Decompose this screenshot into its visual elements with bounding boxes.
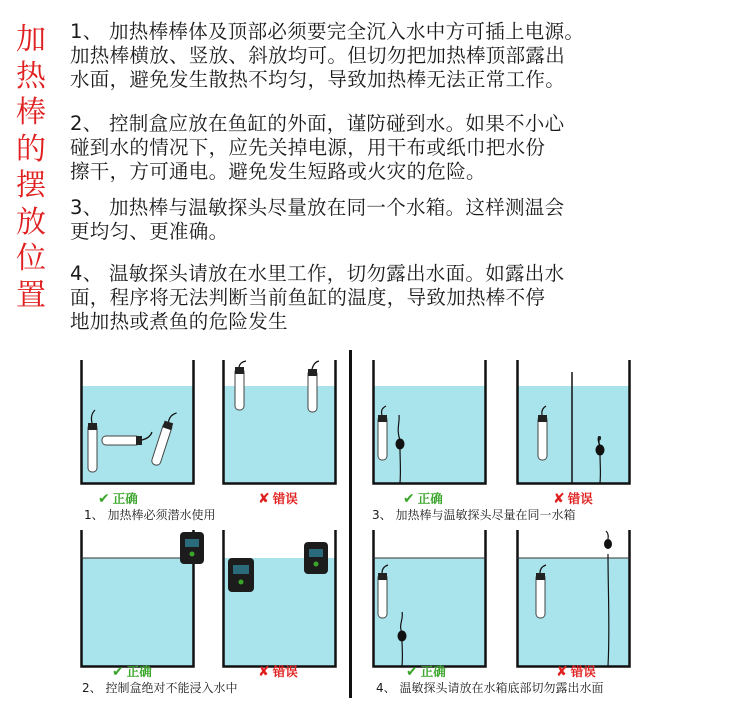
caption-3: 3、 加热棒与温敏探头尽量在同一水箱 <box>372 508 576 522</box>
center-divider <box>349 350 352 698</box>
status-text: 正确 <box>420 664 446 679</box>
tank-separate-tanks <box>516 360 631 485</box>
paragraph-line: 水面，避免发生散热不均匀，导致加热棒无法正常工作。 <box>70 68 566 91</box>
control-box-icon <box>180 532 204 564</box>
cross-icon: ✘ <box>258 491 270 507</box>
status-correct <box>112 662 152 680</box>
status-wrong <box>556 662 596 680</box>
tank-heater-exposed <box>222 360 337 485</box>
side-title-char: 的 <box>16 131 46 167</box>
check-icon: ✔ <box>403 491 415 507</box>
tank-probe-exposed <box>516 530 631 668</box>
status-text: 正确 <box>112 491 138 506</box>
paragraph-line: 面，程序将无法判断当前鱼缸的温度，导致加热棒不停 <box>70 286 546 309</box>
paragraph-line: 地加热或煮鱼的危险发生 <box>70 310 288 333</box>
status-text: 错误 <box>570 664 596 679</box>
side-title-char: 棒 <box>16 95 46 130</box>
paragraph-3 <box>70 196 740 244</box>
tank-control-box-outside <box>80 530 215 668</box>
status-wrong <box>258 662 298 680</box>
cross-icon: ✘ <box>258 664 270 680</box>
side-title-char: 放 <box>16 204 46 240</box>
paragraph-line: 2、 控制盒应放在鱼缸的外面，谨防碰到水。如果不小心 <box>70 112 565 135</box>
tank-probe-bottom <box>372 530 487 668</box>
status-text: 正确 <box>126 664 152 679</box>
caption-1: 1、 加热棒必须潜水使用 <box>84 508 216 522</box>
status-text: 错误 <box>567 491 593 506</box>
heater-icon <box>235 361 246 410</box>
tank-heater-submerged <box>80 360 195 485</box>
paragraph-line: 1、 加热棒棒体及顶部必须要完全沉入水中方可插上电源。 <box>70 20 585 43</box>
control-box-icon <box>304 542 328 574</box>
caption-2: 2、 控制盒绝对不能浸入水中 <box>82 681 238 695</box>
status-text: 错误 <box>272 491 298 506</box>
side-title-char: 位 <box>16 241 46 276</box>
side-title <box>14 22 48 314</box>
paragraph-line: 碰到水的情况下，应先关掉电源，用干布或纸巾把水份 <box>70 136 546 159</box>
side-title-char: 置 <box>16 277 46 313</box>
control-box-icon <box>228 558 254 592</box>
paragraph-line: 更均匀、更准确。 <box>70 220 229 243</box>
status-text: 错误 <box>272 664 298 679</box>
heater-icon <box>308 361 319 412</box>
paragraph-line: 3、 加热棒与温敏探头尽量放在同一个水箱。这样测温会 <box>70 196 565 219</box>
caption-4: 4、 温敏探头请放在水箱底部切勿露出水面 <box>376 681 604 695</box>
paragraph-1 <box>70 20 740 92</box>
side-title-char: 热 <box>16 58 46 94</box>
check-icon: ✔ <box>406 664 418 680</box>
status-wrong <box>258 489 298 507</box>
tank-control-box-submerged <box>222 530 337 668</box>
check-icon: ✔ <box>98 491 110 507</box>
status-text: 正确 <box>417 491 443 506</box>
side-title-char: 加 <box>16 22 46 57</box>
paragraph-2 <box>70 112 740 184</box>
check-icon: ✔ <box>112 664 124 680</box>
status-correct <box>403 489 443 507</box>
status-correct <box>98 489 138 507</box>
paragraph-line: 4、 温敏探头请放在水里工作，切勿露出水面。如露出水 <box>70 262 565 285</box>
status-wrong <box>553 489 593 507</box>
status-correct <box>406 662 446 680</box>
paragraph-line: 擦干，方可通电。避免发生短路或火灾的危险。 <box>70 160 486 183</box>
side-title-char: 摆 <box>16 168 46 203</box>
cross-icon: ✘ <box>553 491 565 507</box>
tank-same-tank <box>372 360 487 485</box>
paragraph-4 <box>70 262 740 334</box>
paragraph-line: 加热棒横放、竖放、斜放均可。但切勿把加热棒顶部露出 <box>70 44 566 67</box>
cross-icon: ✘ <box>556 664 568 680</box>
